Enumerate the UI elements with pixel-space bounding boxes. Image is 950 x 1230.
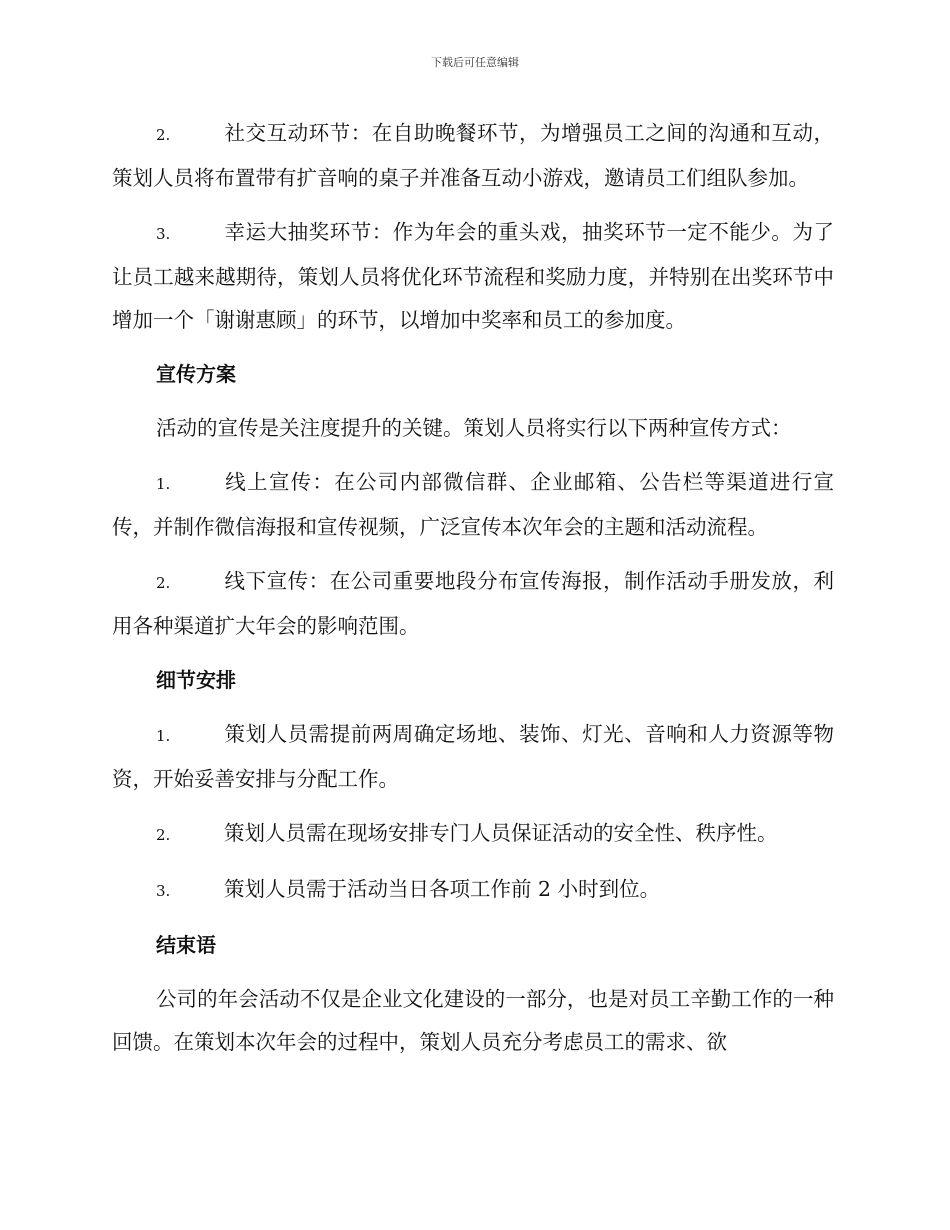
list-item-text: 幸运大抽奖环节：作为年会的重头戏，抽奖环节一定不能少。为了让员工越来越期待，策划人员将优化环节流程和奖励力度，并特别在出奖环节中增加一个「谢谢惠顾」的环节，以增加中奖率和员工的参加度。 <box>112 220 834 332</box>
page-header: 下载后可任意编辑 <box>431 56 519 69</box>
list-item-text: 策划人员需提前两周确定场地、装饰、灯光、音响和人力资源等物资，开始妥善安排与分配工作。 <box>112 722 834 791</box>
list-number: 1. <box>156 475 171 493</box>
list-item-text: 策划人员需在现场安排专门人员保证活动的安全性、秩序性。 <box>224 821 778 845</box>
list-item-lottery <box>112 211 834 342</box>
list-item-social <box>112 112 834 200</box>
list-item-detail-1 <box>112 713 834 801</box>
section-heading-details: 细节安排 <box>156 668 236 692</box>
section-heading-promotion: 宣传方案 <box>156 362 236 386</box>
list-number: 1. <box>156 727 171 745</box>
list-number: 2. <box>156 574 171 592</box>
list-item-text: 线下宣传：在公司重要地段分布宣传海报，制作活动手册发放，利用各种渠道扩大年会的影响范围。 <box>112 569 834 638</box>
promotion-intro: 活动的宣传是关注度提升的关键。策划人员将实行以下两种宣传方式： <box>156 416 792 440</box>
list-item-offline <box>112 560 834 648</box>
list-number: 3. <box>156 225 171 243</box>
list-number: 2. <box>156 126 171 144</box>
list-item-detail-2 <box>112 812 834 857</box>
list-item-text: 社交互动环节：在自助晚餐环节，为增强员工之间的沟通和互动，策划人员将布置带有扩音响的桌子并准备互动小游戏，邀请员工们组队参加。 <box>112 121 834 190</box>
list-item-online <box>112 461 834 549</box>
document-body <box>112 112 834 1075</box>
list-item-text: 线上宣传：在公司内部微信群、企业邮箱、公告栏等渠道进行宣传，并制作微信海报和宣传视频，广泛宣传本次年会的主题和活动流程。 <box>112 470 834 539</box>
list-number: 2. <box>156 826 171 844</box>
list-item-text: 策划人员需于活动当日各项工作前 2 小时到位。 <box>224 877 661 901</box>
closing-paragraph: 公司的年会活动不仅是企业文化建设的一部分，也是对员工辛勤工作的一种回馈。在策划本次年会的过程中，策划人员充分考虑员工的需求、欲 <box>112 987 834 1054</box>
section-heading-closing: 结束语 <box>156 933 216 957</box>
list-number: 3. <box>156 882 171 900</box>
list-item-detail-3 <box>112 868 834 913</box>
